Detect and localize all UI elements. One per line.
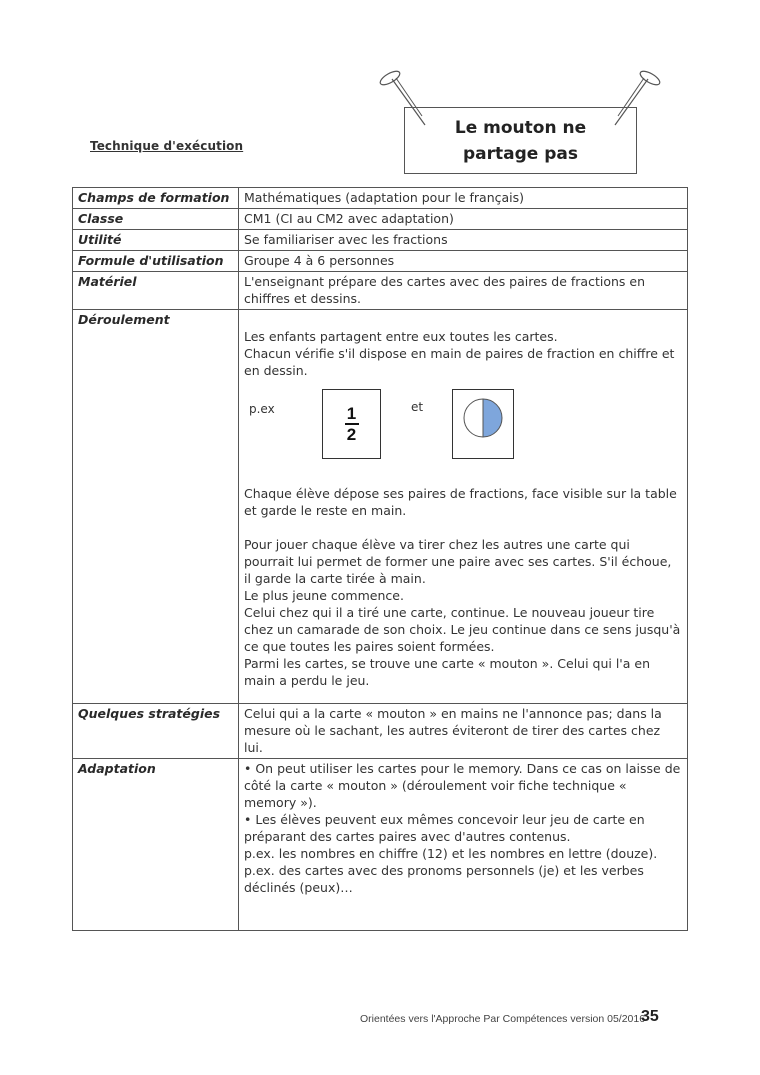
fraction-example — [244, 389, 682, 477]
row-label: Champs de formation — [73, 188, 239, 209]
row-label: Matériel — [73, 272, 239, 310]
row-label: Quelques stratégies — [73, 704, 239, 759]
deroulement-para-3d: Parmi les cartes, se trouve une carte « mouton ». Celui qui l'a en main a perdu le jeu. — [244, 656, 650, 688]
row-value: Se familiariser avec les fractions — [239, 230, 688, 251]
deroulement-intro-1: Les enfants partagent entre eux toutes les cartes. — [244, 329, 558, 344]
row-label: Utilité — [73, 230, 239, 251]
activity-title-line-2: partage pas — [463, 143, 578, 164]
table-row — [73, 209, 688, 230]
fraction-number-card — [322, 389, 381, 459]
row-value: L'enseignant prépare des cartes avec des paires de fractions en chiffres et dessins. — [239, 272, 688, 310]
row-label: Classe — [73, 209, 239, 230]
adaptation-line-1: • On peut utiliser les cartes pour le memory. Dans ce cas on laisse de côté la carte « mouton » (déroulement voir fiche technique « memory »). — [244, 761, 681, 810]
footer-text: Orientées vers l'Approche Par Compétences version 05/2016 — [360, 1013, 646, 1025]
table-row — [73, 251, 688, 272]
table-row-deroulement — [73, 310, 688, 704]
deroulement-content — [239, 310, 688, 704]
table-row-strategies — [73, 704, 688, 759]
table-row-adaptation — [73, 759, 688, 931]
half-circle-icon — [453, 390, 513, 458]
adaptation-content — [239, 759, 688, 931]
row-value: Groupe 4 à 6 personnes — [239, 251, 688, 272]
fraction-denominator: 2 — [346, 425, 357, 444]
example-connector: et — [411, 400, 424, 414]
row-label: Déroulement — [73, 310, 239, 704]
fraction-numerator: 1 — [346, 404, 357, 423]
technique-table — [72, 187, 688, 931]
row-value: CM1 (CI au CM2 avec adaptation) — [239, 209, 688, 230]
adaptation-line-2: • Les élèves peuvent eux mêmes concevoir leur jeu de carte en préparant des cartes paires avec d'autres contenus. — [244, 812, 645, 844]
adaptation-line-4: p.ex. des cartes avec des pronoms personnels (je) et les verbes déclinés (peux)… — [244, 863, 644, 895]
page-number: 35 — [641, 1008, 659, 1025]
section-heading: Technique d'exécution — [90, 139, 244, 153]
row-label: Adaptation — [73, 759, 239, 931]
table-row — [73, 188, 688, 209]
deroulement-intro-2: Chacun vérifie s'il dispose en main de paires de fraction en chiffre et en dessin. — [244, 346, 675, 378]
table-row — [73, 230, 688, 251]
activity-title-box — [404, 107, 637, 174]
deroulement-para-2: Chaque élève dépose ses paires de fractions, face visible sur la table et garde le reste en main. — [244, 486, 677, 518]
activity-title-line-1: Le mouton ne — [454, 117, 587, 138]
adaptation-line-3: p.ex. les nombres en chiffre (12) et les nombres en lettre (douze). — [244, 846, 658, 861]
row-value: Celui qui a la carte « mouton » en mains ne l'annonce pas; dans la mesure où le sachant, les autres éviteront de tirer des cartes chez lui. — [239, 704, 688, 759]
table-row — [73, 272, 688, 310]
example-prefix: p.ex — [249, 402, 275, 416]
row-label: Formule d'utilisation — [73, 251, 239, 272]
deroulement-para-3c: Celui chez qui il a tiré une carte, continue. Le nouveau joueur tire chez un camarade de son choix. Le jeu continue dans ce sens jusqu'à ce que toutes les paires soient formées. — [244, 605, 681, 654]
deroulement-para-3b: Le plus jeune commence. — [244, 588, 404, 603]
fraction-drawing-card — [452, 389, 514, 459]
row-value: Mathématiques (adaptation pour le français) — [239, 188, 688, 209]
deroulement-para-3a: Pour jouer chaque élève va tirer chez les autres une carte qui pourrait lui permet de former une paire avec ses cartes. S'il échoue, il garde la carte tirée à main. — [244, 537, 672, 586]
